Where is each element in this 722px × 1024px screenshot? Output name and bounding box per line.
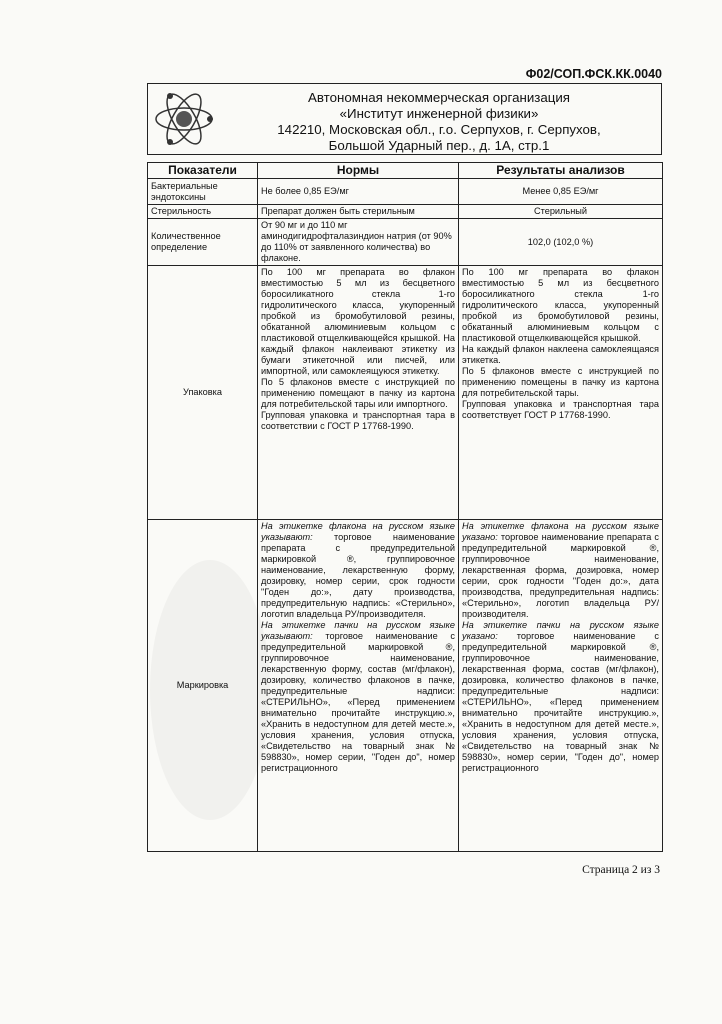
table-row [148,179,663,205]
norm-marking-p1-lead: На этикетке флакона на русском языке указывают: [261,521,455,542]
result-packaging-p4: Групповая упаковка и транспортная тара соответствует ГОСТ Р 17768-1990. [462,399,659,420]
norm-marking-p1 [261,521,455,620]
norm-packaging-p2: По 5 флаконов вместе с инструкцией по применению помещают в пачку из картона для потребительской тары или импортного. [261,377,455,409]
result-packaging-p2: На каждый флакон наклеена самоклеящаяся этикетка. [462,344,659,365]
org-name: Автономная некоммерческая организация [308,90,570,105]
result-endotoxins: Менее 0,85 ЕЭ/мг [459,179,663,205]
norm-endotoxins: Не более 0,85 ЕЭ/мг [258,179,459,205]
result-marking [459,520,663,852]
result-packaging-p3: По 5 флаконов вместе с инструкцией по применению помещены в пачку из картона для потребительской тары. [462,366,659,398]
result-packaging-p1: По 100 мг препарата во флакон вместимостью 5 мл из бесцветного боросиликатного стекла 1-го гидролитического класса, укупоренный пробкой из бромобутиловой резины, обкатанный алюминиевым кольцом с пластиковой отщелкивающейся крышкой. [462,267,659,343]
norm-marking [258,520,459,852]
row-label-packaging: Упаковка [148,266,258,520]
result-quantitative: 102,0 (102,0 %) [459,219,663,266]
table-row [148,205,663,219]
address-line1: 142210, Московская обл., г.о. Серпухов, г. Серпухов, [277,122,601,137]
row-label-endotoxins: Бактериальные эндотоксины [148,179,258,205]
result-marking-p2-lead: На этикетке пачки на русском языке указано: [462,620,659,641]
result-packaging [459,266,663,520]
row-label-marking: Маркировка [148,520,258,852]
norm-marking-p1-text: торговое наименование препарата с предупредительной маркировкой ®, группировочное наименование, лекарственную форму, дозировку, номер серии, срок годности "Годен до:», дату производства, предупредительную надпись: «Стерильно», логотип владельца РУ/производителя. [261,532,455,619]
table-header-row [148,163,663,179]
row-label-quantitative: Количественное определение [148,219,258,266]
norm-packaging-p1: По 100 мг препарата во флакон вместимостью 5 мл из бесцветного боросиликатного стекла 1-го гидролитического класса, укупоренный пробкой из бромобутиловой резины, обкатанной алюминиевым кольцом с пластиковой отщелкивающейся крышкой. На каждый флакон наклеивают этикетку из бумаги этикеточной или писчей, или импортной, или самоклеящуюся этикетку. [261,267,455,376]
norm-marking-p2-text: торговое наименование с предупредительной маркировкой ®, группировочное наименование, лекарственную форму, состав (мг/флакон), дозировку, количество флаконов в пачке, предупредительные надписи: «СТЕРИЛЬНО», «Перед применением внимательно прочитайте инструкцию.», «Хранить в недоступном для детей месте.», условия хранения, условия отпуска, «Свидетельство на товарный знак № 598830», номер серии, "Годен до", номер регистрационного [261,631,455,773]
row-label-sterility: Стерильность [148,205,258,219]
norm-quantitative: От 90 мг и до 110 мг аминодигидрофталазиндион натрия (от 90% до 110% от заявленного количества) во флаконе. [258,219,459,266]
result-marking-p2 [462,620,659,774]
organization-header [147,83,662,155]
institute-logo-icon [152,88,216,150]
document-id: Ф02/СОП.ФСК.КК.0040 [525,67,662,81]
norm-packaging-p3: Групповая упаковка и транспортная тара в соответствии с ГОСТ Р 17768-1990. [261,410,455,431]
result-marking-p2-text: торговое наименование с предупредительной маркировкой ®, группировочное наименование, лекарственная форма, состав (мг/флакон), дозировка, количество флаконов в пачке, предупредительные надписи: «СТЕРИЛЬНО», «Перед применением внимательно прочитайте инструкцию.», «Хранить в недоступном для детей месте.», условия хранения, условия отпуска, «Свидетельство на товарный знак № 598830», номер серии, "Годен до", номер регистрационного [462,631,659,773]
norm-sterility: Препарат должен быть стерильным [258,205,459,219]
table-row [148,266,663,520]
col-header-results: Результаты анализов [459,163,663,179]
norm-marking-p2-lead: На этикетке пачки на русском языке указывают: [261,620,455,641]
analysis-table [147,162,663,852]
norm-packaging [258,266,459,520]
col-header-indicators: Показатели [148,163,258,179]
table-row [148,520,663,852]
page-number: Страница 2 из 3 [582,864,660,876]
address-line2: Большой Ударный пер., д. 1А, стр.1 [328,138,550,153]
table-row [148,219,663,266]
col-header-norms: Нормы [258,163,459,179]
result-marking-p1-text: торговое наименование препарата с предупредительной маркировкой ®, группировочное наименование, лекарственная форма, дозировка, номер серии, срок годности "Годен до:», дата производства, предупредительная надпись: «Стерильно», логотип владельца РУ/производителя. [462,532,659,619]
norm-marking-p2 [261,620,455,774]
result-marking-p1 [462,521,659,620]
result-marking-p1-lead: На этикетке флакона на русском языке указано: [462,521,659,542]
result-sterility: Стерильный [459,205,663,219]
institute-name: «Институт инженерной физики» [339,106,539,121]
